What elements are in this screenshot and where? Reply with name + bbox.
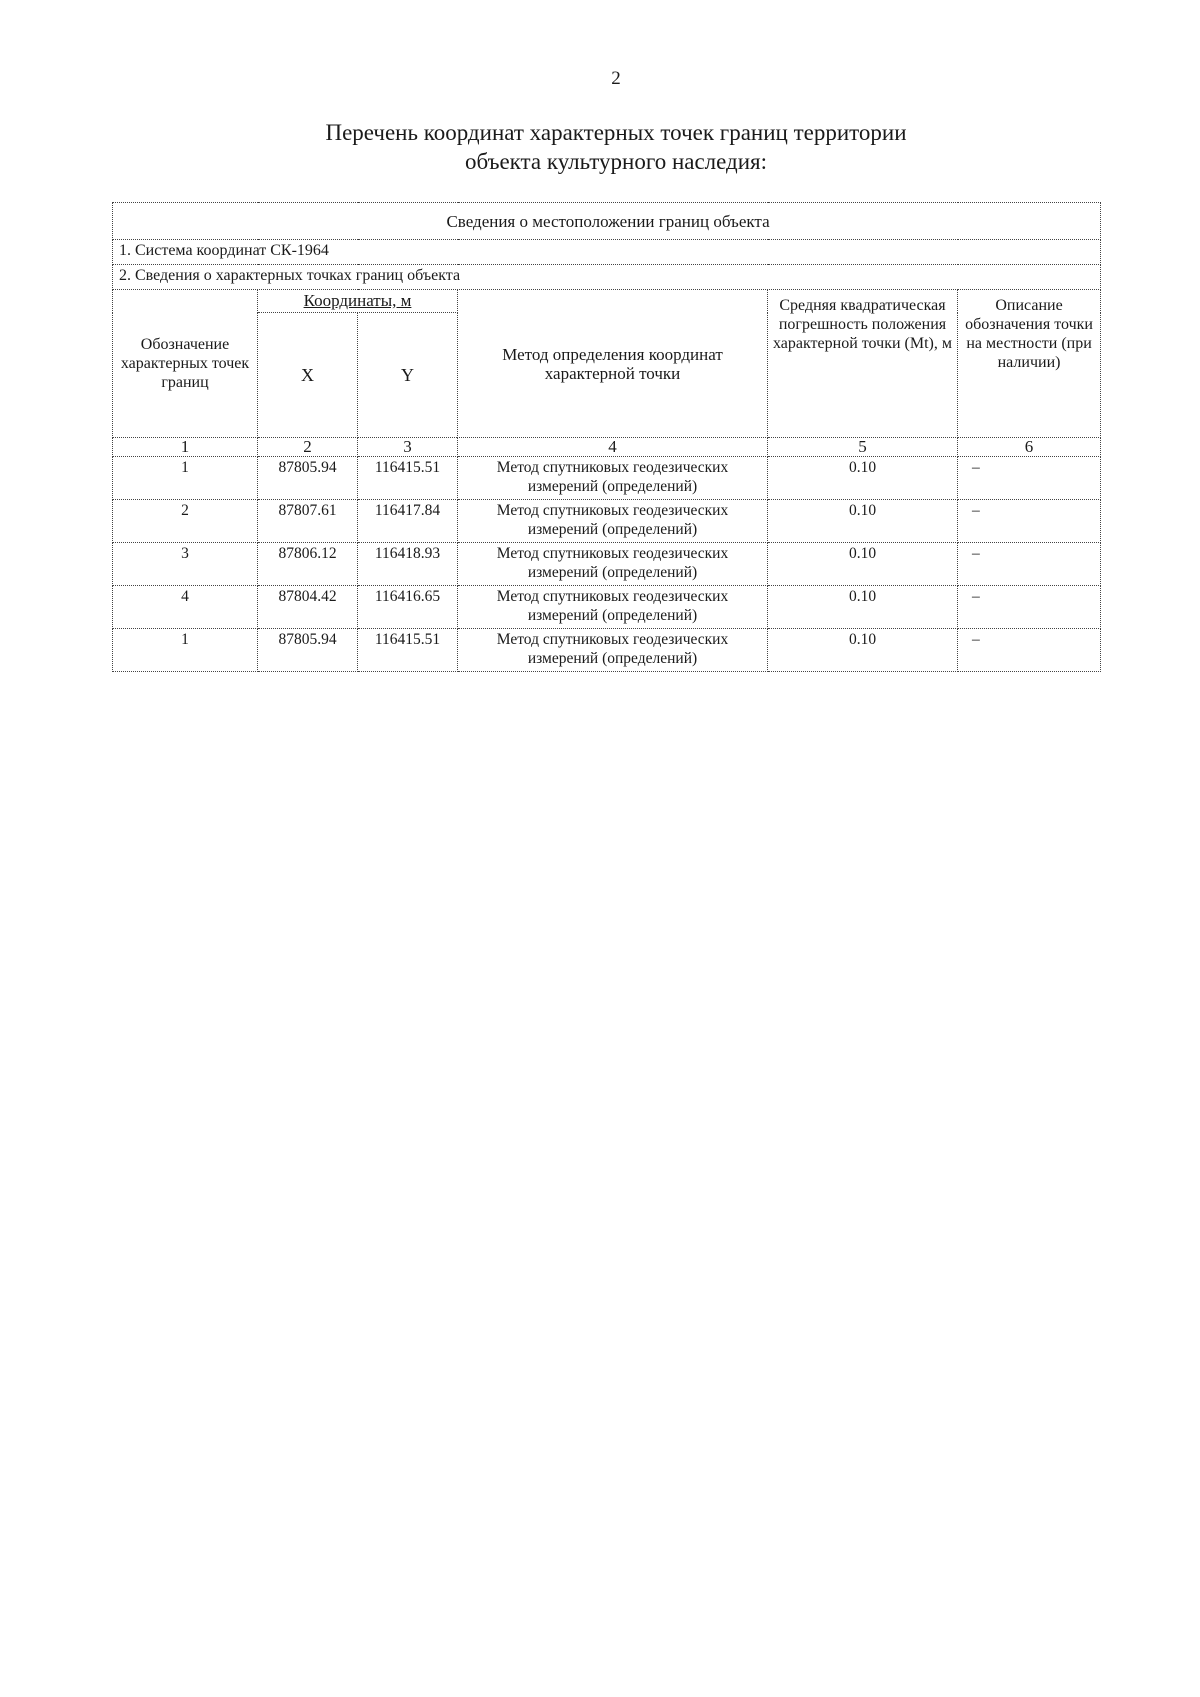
table-row [113,457,1101,500]
column-number: 4 [458,438,768,457]
column-number: 1 [113,438,258,457]
method: Метод спутниковых геодезических измерений (определений) [458,500,768,543]
section-title: Сведения о местоположении границ объекта [113,203,1101,240]
description: – [958,629,1101,672]
description: – [958,543,1101,586]
table-row [113,586,1101,629]
method: Метод спутниковых геодезических измерений (определений) [458,629,768,672]
error-value: 0.10 [768,457,958,500]
error-value: 0.10 [768,543,958,586]
coord-x: 87805.94 [258,457,358,500]
header-method: Метод определения координат характерной точки [458,290,768,438]
coord-y: 116417.84 [358,500,458,543]
coordinate-system: 1. Система координат СК-1964 [113,240,1101,265]
column-number: 3 [358,438,458,457]
document-title-line-1: Перечень координат характерных точек границ территории [325,120,907,145]
coord-y: 116415.51 [358,457,458,500]
point-id: 2 [113,500,258,543]
header-coordinates [258,290,458,313]
page-number: 2 [611,68,621,89]
document-title-line-2: объекта культурного наследия: [464,149,768,174]
points-heading: 2. Сведения о характерных точках границ объекта [113,265,1101,290]
point-id: 4 [113,586,258,629]
coord-y: 116416.65 [358,586,458,629]
coordinates-table [112,202,1101,672]
point-id: 3 [113,543,258,586]
coord-y: 116415.51 [358,629,458,672]
point-id: 1 [113,629,258,672]
coord-x: 87807.61 [258,500,358,543]
coord-x: 87804.42 [258,586,358,629]
table-row [113,500,1101,543]
column-number: 6 [958,438,1101,457]
method: Метод спутниковых геодезических измерений (определений) [458,586,768,629]
description: – [958,457,1101,500]
description: – [958,586,1101,629]
header-x: X [258,313,358,438]
table-row [113,629,1101,672]
column-number: 2 [258,438,358,457]
coord-y: 116418.93 [358,543,458,586]
header-description: Описание обозначения точки на местности (при наличии) [958,290,1101,438]
header-coordinates-label: Координаты, м [303,291,412,310]
error-value: 0.10 [768,586,958,629]
coord-x: 87806.12 [258,543,358,586]
coord-x: 87805.94 [258,629,358,672]
column-number: 5 [768,438,958,457]
method: Метод спутниковых геодезических измерений (определений) [458,543,768,586]
point-id: 1 [113,457,258,500]
description: – [958,500,1101,543]
header-error: Средняя квадратическая погрешность положения характерной точки (Mt), м [768,290,958,438]
method: Метод спутниковых геодезических измерений (определений) [458,457,768,500]
header-designation: Обозначение характерных точек границ [113,290,258,438]
table-row [113,543,1101,586]
error-value: 0.10 [768,629,958,672]
error-value: 0.10 [768,500,958,543]
header-y: Y [358,313,458,438]
document-title [0,118,1200,176]
